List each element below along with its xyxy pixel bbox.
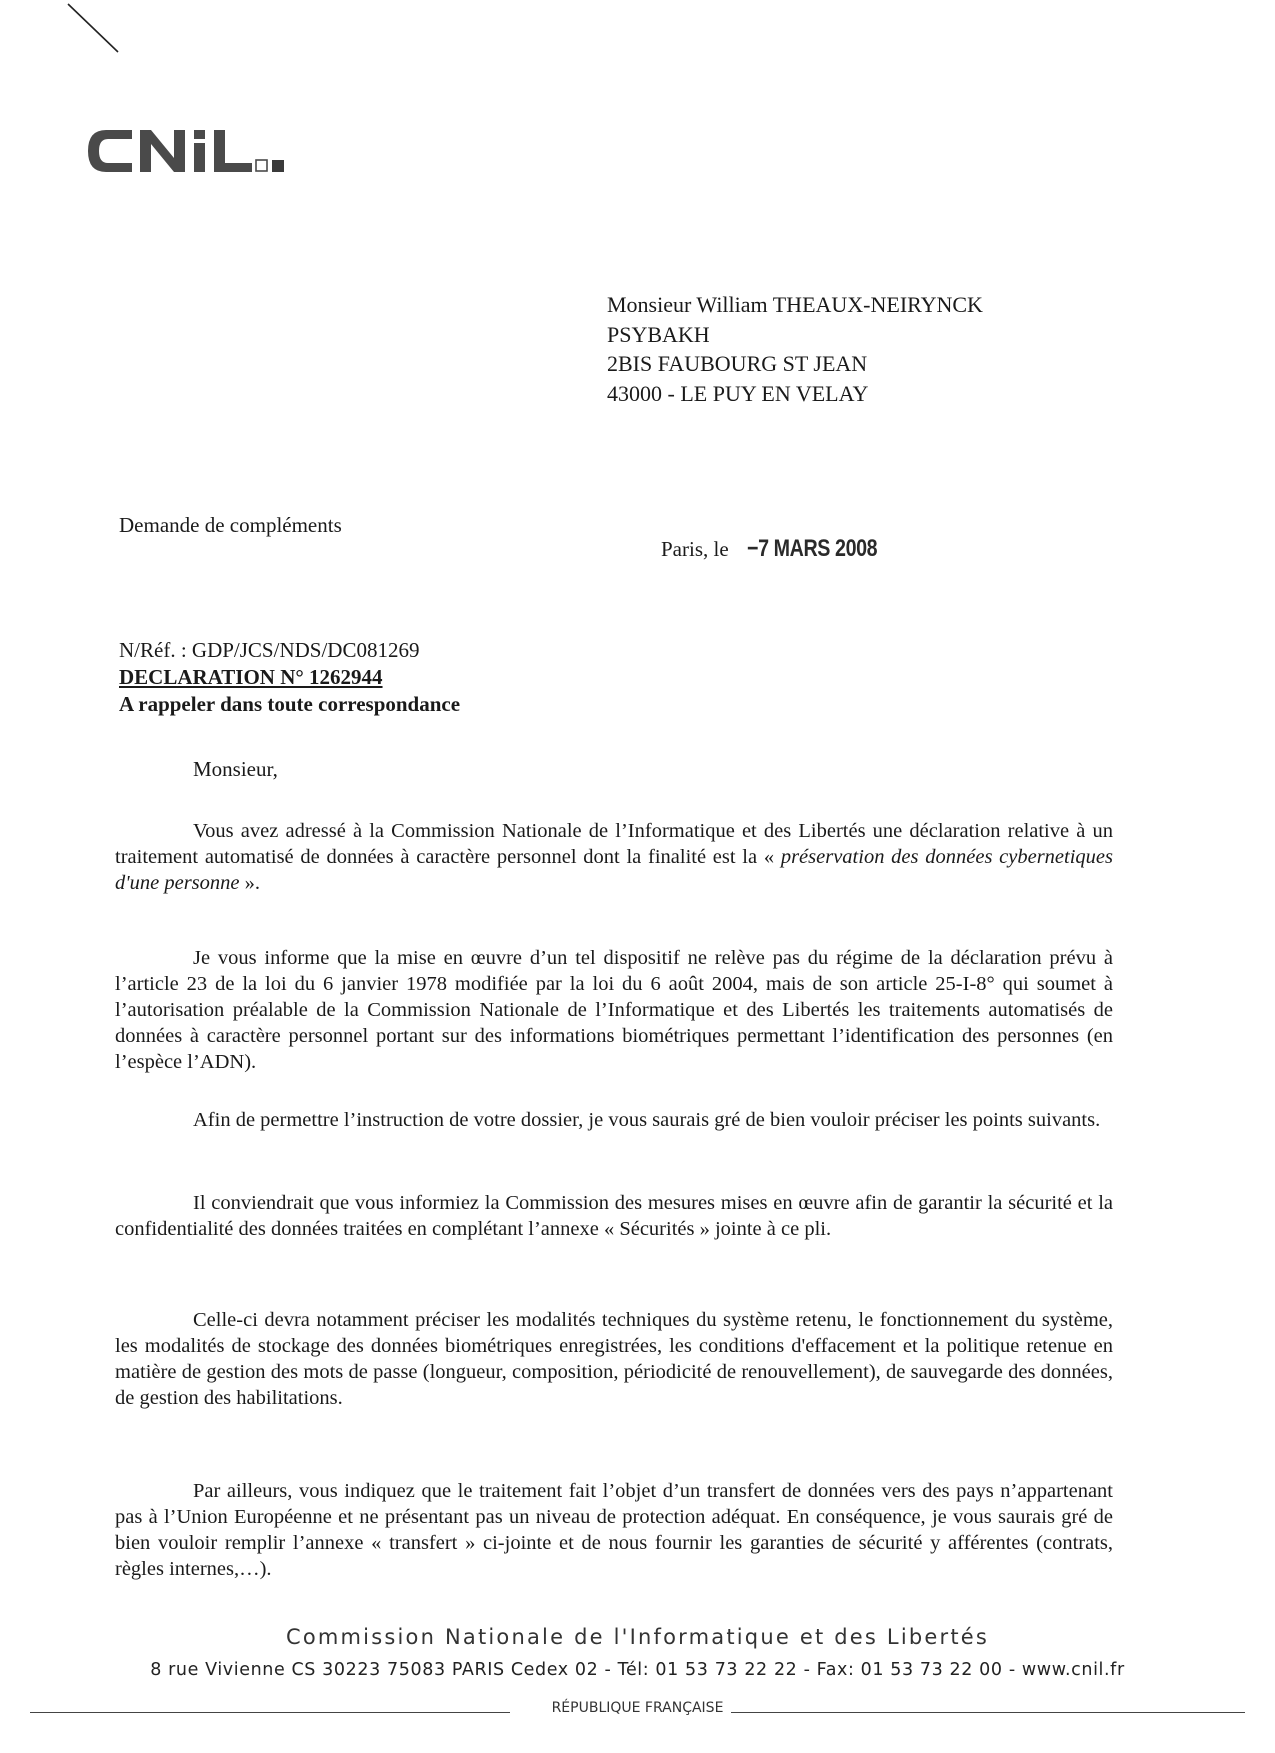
cnil-logo <box>84 122 334 180</box>
letter-date <box>661 535 905 563</box>
date-stamp: −7 MARS 2008 <box>746 535 877 562</box>
date-place: Paris, le <box>661 537 729 561</box>
paragraph-3 <box>115 1107 1113 1133</box>
paragraph-4-text: Il conviendrait que vous informiez la Commission des mesures mises en œuvre afin de garantir la sécurité et la confidentialité des données traitées en complétant l’annexe « Sécurités » jointe à ce pli. <box>115 1192 1113 1240</box>
paragraph-2 <box>115 945 1113 1075</box>
reference-reminder: A rappeler dans toute correspondance <box>119 692 461 716</box>
paragraph-3-text: Afin de permettre l’instruction de votre dossier, je vous saurais gré de bien vouloir préciser les points suivants. <box>193 1109 1101 1131</box>
recipient-name: Monsieur William THEAUX-NEIRYNCK <box>607 292 983 317</box>
reference-number: N/Réf. : GDP/JCS/NDS/DC081269 <box>119 638 420 662</box>
footer-address: 8 rue Vivienne CS 30223 75083 PARIS Cedex 02 - Tél: 01 53 73 22 22 - Fax: 01 53 73 22 00 - www.cnil.fr <box>150 1660 1125 1680</box>
footer-republic-text: RÉPUBLIQUE FRANÇAISE <box>544 1700 732 1716</box>
recipient-address <box>607 290 983 408</box>
pen-stroke-mark <box>66 0 126 56</box>
reference-block <box>119 637 460 718</box>
declaration-number: DECLARATION N° 1262944 <box>119 665 383 689</box>
paragraph-1-end: ». <box>239 872 261 894</box>
paragraph-2-text: Je vous informe que la mise en œuvre d’un tel dispositif ne relève pas du régime de la déclaration prévu à l’article 23 de la loi du 6 janvier 1978 modifiée par la loi du 6 août 2004, mais de son article 25-I-8° qui soumet à l’autorisation préalable de la Commission Nationale de l’Informatique et des Libertés les traitements automatisés de données à caractère personnel portant sur des informations biométriques permettant l’identification des personnes (en l’espèce l’ADN). <box>115 947 1113 1073</box>
footer-republic <box>0 1700 1275 1716</box>
recipient-company: PSYBAKH <box>607 321 710 347</box>
paragraph-4 <box>115 1190 1113 1242</box>
letter-subject: Demande de compléments <box>119 513 342 537</box>
paragraph-5-text: Celle-ci devra notamment préciser les modalités techniques du système retenu, le fonctionnement du système, les modalités de stockage des données biométriques enregistrées, les conditions d'effacement et la politique retenue en matière de gestion des mots de passe (longueur, composition, périodicité de renouvellement), de sauvegarde des données, de gestion des habilitations. <box>115 1309 1113 1409</box>
paragraph-6 <box>115 1478 1113 1582</box>
salutation: Monsieur, <box>193 757 278 781</box>
paragraph-1 <box>115 818 1113 896</box>
recipient-city: 43000 - LE PUY EN VELAY <box>607 380 869 406</box>
purpose-quote: préservation des données cybernetiques d'une personne <box>115 846 1113 894</box>
paragraph-1-text: Vous avez adressé à la Commission Nationale de l’Informatique et des Libertés une déclaration relative à un traitement automatisé de données à caractère personnel dont la finalité est la « <box>115 820 1113 868</box>
recipient-street: 2BIS FAUBOURG ST JEAN <box>607 351 868 376</box>
paragraph-5 <box>115 1307 1113 1411</box>
footer-organization: Commission Nationale de l'Informatique et des Libertés <box>285 1625 990 1649</box>
paragraph-6-text: Par ailleurs, vous indiquez que le traitement fait l’objet d’un transfert de données vers des pays n’appartenant pas à l’Union Européenne et ne présentant pas un niveau de protection adéquat. En conséquence, je vous saurais gré de bien vouloir remplir l’annexe « transfert » ci-jointe et de nous fournir les garanties de sécurité y afférentes (contrats, règles internes,…). <box>115 1480 1113 1580</box>
